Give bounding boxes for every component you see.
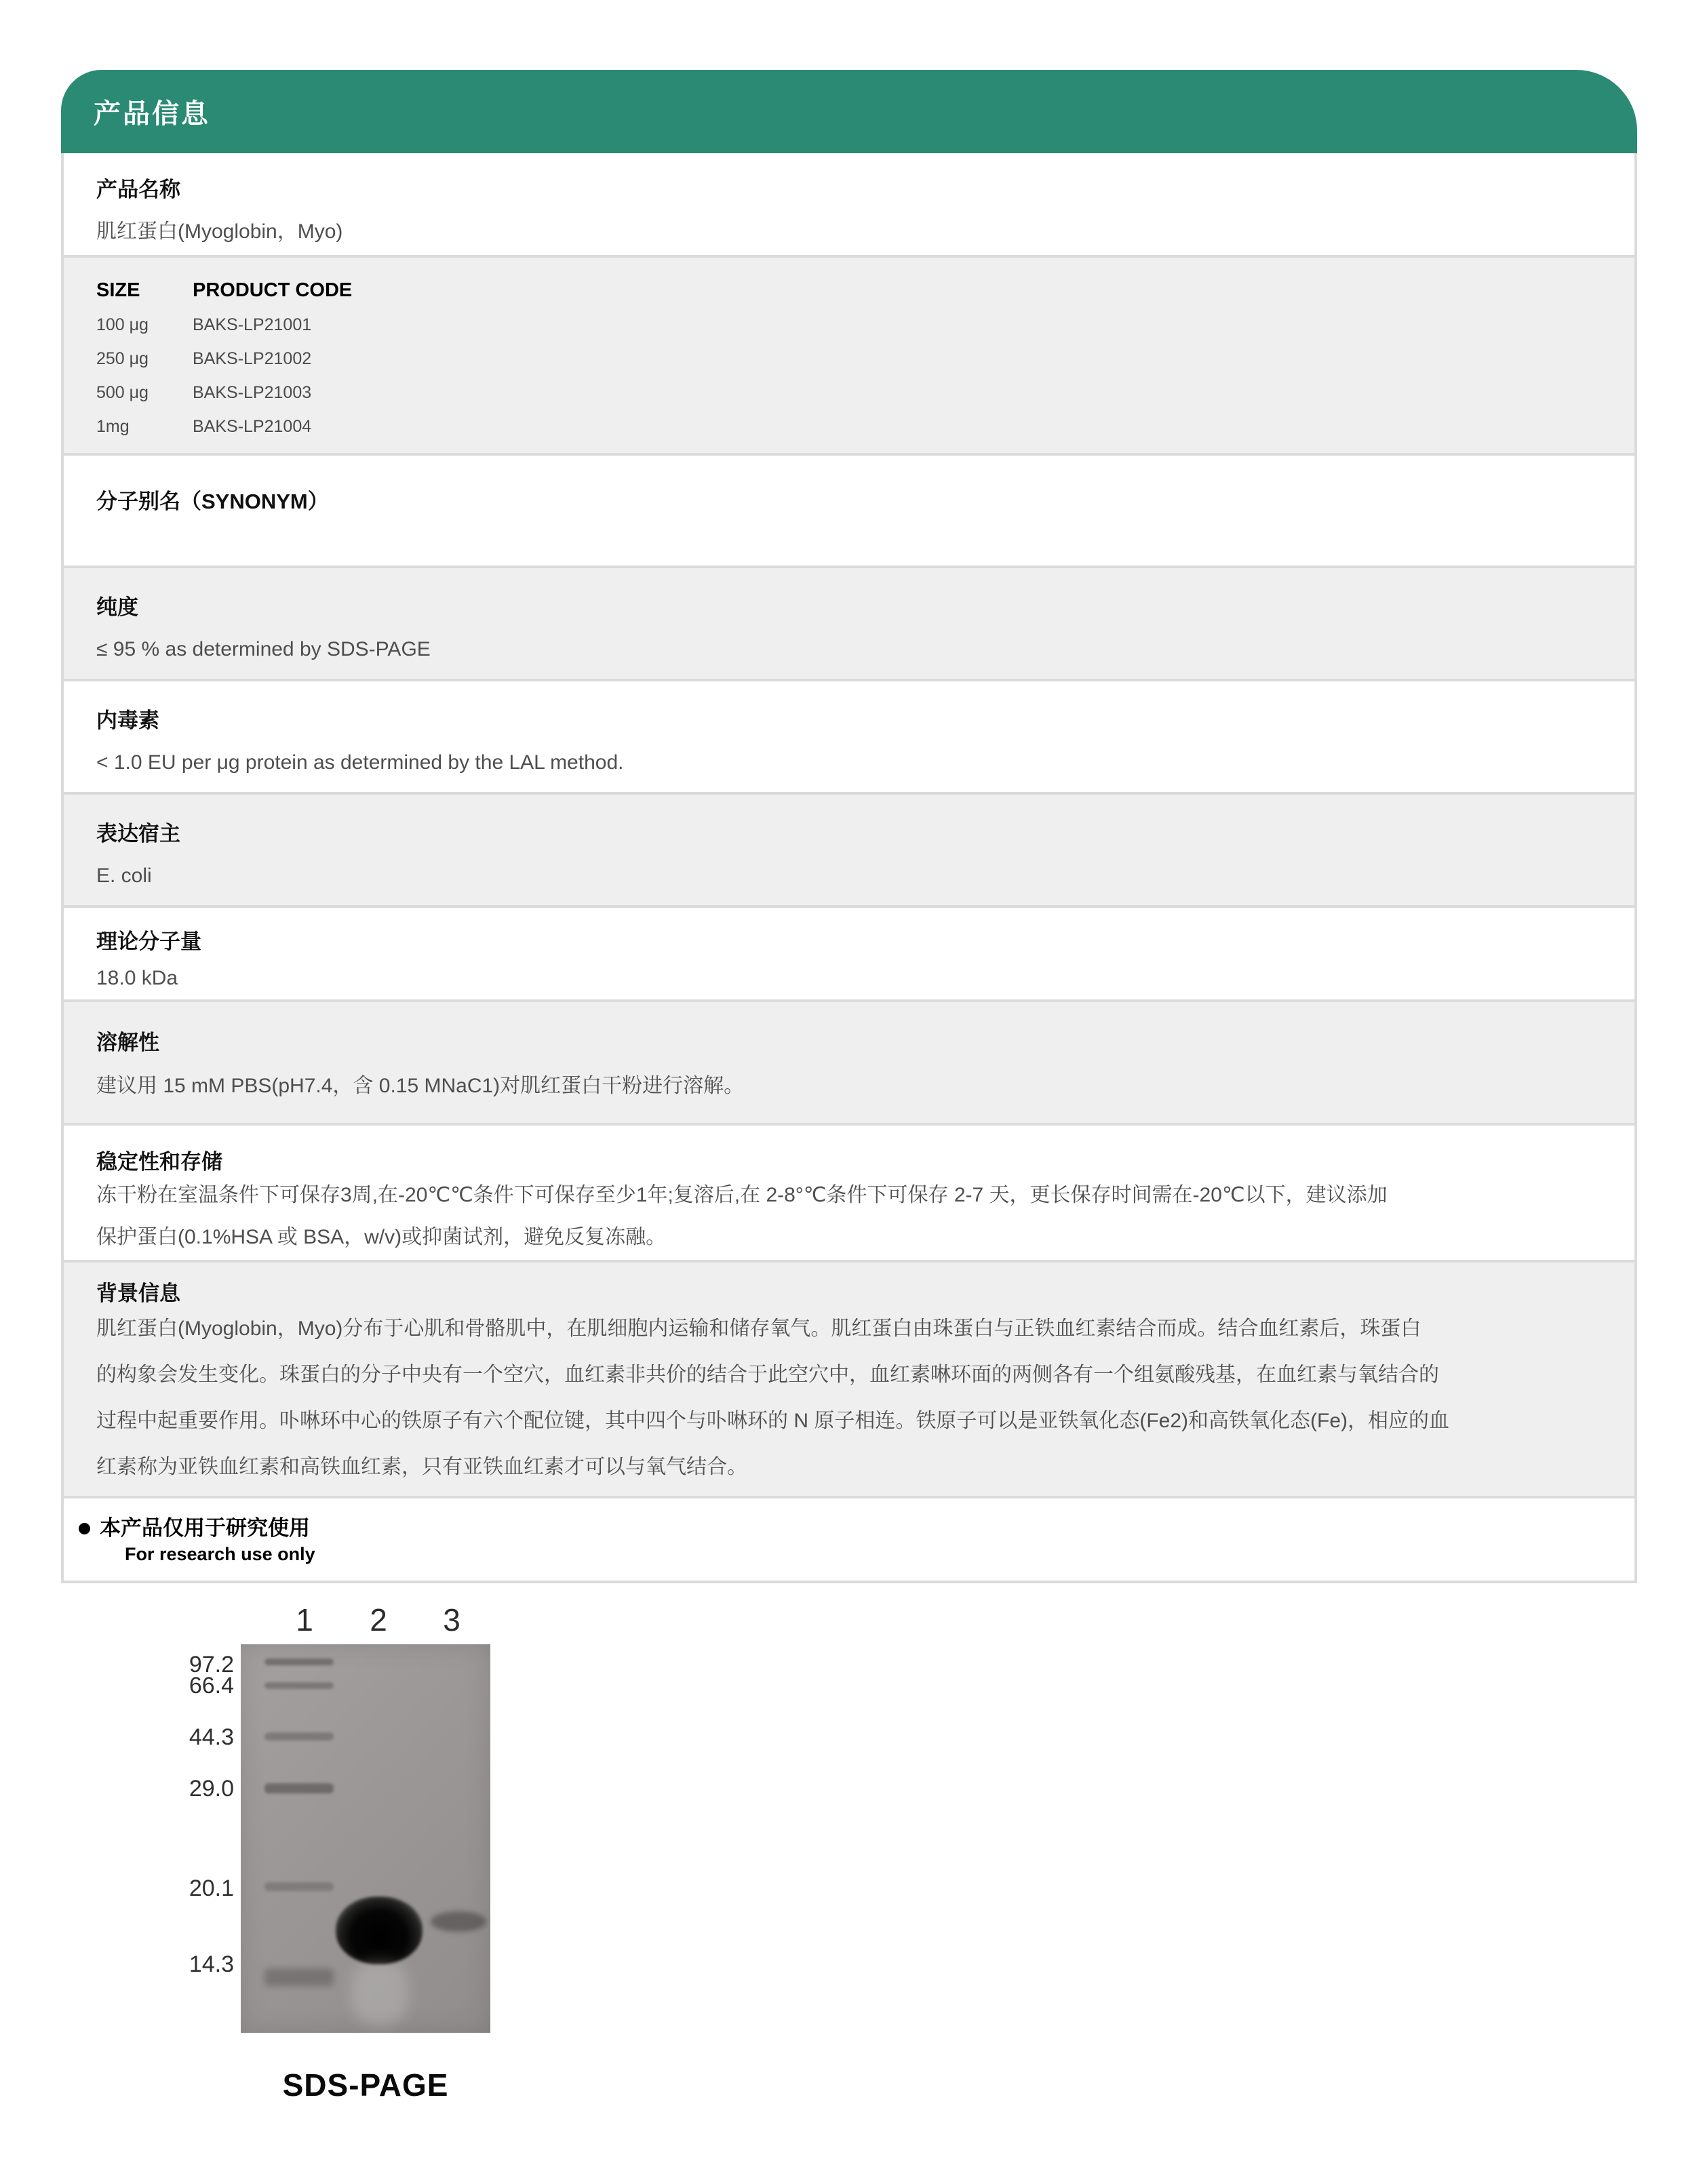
size-table-header-row bbox=[96, 279, 1602, 301]
ladder-band bbox=[264, 1783, 334, 1793]
ladder-band bbox=[264, 1732, 334, 1741]
section-synonym bbox=[61, 456, 1637, 568]
lane3-protein-band bbox=[431, 1911, 486, 1932]
table-row bbox=[96, 349, 1602, 369]
gel-marker-label: 44.3 bbox=[189, 1724, 234, 1750]
table-row bbox=[96, 416, 1602, 437]
solubility-label: 溶解性 bbox=[96, 1031, 159, 1054]
lane2-protein-band bbox=[336, 1897, 423, 1964]
background-text-line: 的构象会发生变化。珠蛋白的分子中央有一个空穴，血红素非共价的结合于此空穴中，血红素啉环面的两侧各有一个组氨酸残基，在血红素与氧结合的 bbox=[96, 1364, 1439, 1386]
section-size-table bbox=[61, 258, 1637, 456]
section-research-use-note bbox=[61, 1498, 1637, 1583]
background-text-line: 肌红蛋白(Myoglobin，Myo)分布于心肌和骨骼肌中，在肌细胞内运输和储存氧气。肌红蛋白由珠蛋白与正铁血红素结合而成。结合血红素后，珠蛋白 bbox=[96, 1317, 1421, 1340]
ladder-band bbox=[264, 1882, 334, 1891]
figure-caption: SDS-PAGE bbox=[282, 2067, 449, 2103]
section-stability bbox=[61, 1126, 1637, 1263]
product-code-cell: BAKS-LP21001 bbox=[193, 315, 312, 334]
gel-lane-label: 2 bbox=[370, 1602, 387, 1637]
size-cell: 500 μg bbox=[96, 383, 149, 402]
section-product-name bbox=[61, 153, 1637, 258]
product-code-cell: BAKS-LP21004 bbox=[193, 417, 312, 436]
research-use-note-cn-text: 本产品仅用于研究使用 bbox=[100, 1516, 310, 1540]
background-info-label: 背景信息 bbox=[96, 1282, 180, 1305]
lane2-smear bbox=[351, 1960, 408, 2025]
synonym-label: 分子别名（SYNONYM） bbox=[96, 490, 329, 513]
stability-text-line: 保护蛋白(0.1%HSA 或 BSA，w/v)或抑菌试剂，避免反复冻融。 bbox=[96, 1226, 667, 1248]
expression-host-value: E. coli bbox=[96, 865, 152, 887]
background-text-line: 红素称为亚铁血红素和高铁血红素，只有亚铁血红素才可以与氧气结合。 bbox=[96, 1456, 747, 1478]
product-code-cell: BAKS-LP21002 bbox=[193, 349, 312, 368]
stability-text-line: 冻干粉在室温条件下可保存3周,在-20℃℃条件下可保存至少1年;复溶后,在 2-8°℃条件下可保存 2-7 天，更长保存时间需在-20℃以下，建议添加 bbox=[96, 1184, 1388, 1206]
endotoxin-value: < 1.0 EU per μg protein as determined by the LAL method. bbox=[96, 751, 624, 774]
expression-host-label: 表达宿主 bbox=[96, 822, 180, 846]
research-use-note-cn bbox=[79, 1516, 1602, 1541]
purity-value: ≤ 95 % as determined by SDS-PAGE bbox=[96, 638, 431, 660]
gel-marker-label: 66.4 bbox=[189, 1673, 234, 1699]
product-name-label: 产品名称 bbox=[96, 178, 180, 201]
section-expression-host bbox=[61, 795, 1637, 908]
datasheet-container bbox=[61, 70, 1637, 1583]
gel-marker-label: 14.3 bbox=[189, 1951, 234, 1977]
product-code-cell: BAKS-LP21003 bbox=[193, 383, 312, 402]
size-cell: 1mg bbox=[96, 417, 130, 436]
gel-lane-label: 3 bbox=[443, 1602, 460, 1637]
size-cell: 250 μg bbox=[96, 349, 149, 368]
gel-marker-label: 20.1 bbox=[189, 1875, 234, 1901]
stability-label: 稳定性和存储 bbox=[96, 1150, 222, 1174]
endotoxin-label: 内毒素 bbox=[96, 709, 159, 732]
molecular-weight-label: 理论分子量 bbox=[96, 930, 201, 953]
size-cell: 100 μg bbox=[96, 315, 149, 334]
ladder-band bbox=[264, 1682, 334, 1689]
ladder-band bbox=[264, 1968, 334, 1986]
product-code-column-header: PRODUCT CODE bbox=[193, 279, 353, 301]
background-text-line: 过程中起重要作用。卟啉环中心的铁原子有六个配位键，其中四个与卟啉环的 N 原子相连。铁原子可以是亚铁氧化态(Fe2)和高铁氧化态(Fe)，相应的血 bbox=[96, 1410, 1449, 1432]
section-solubility bbox=[61, 1002, 1637, 1126]
section-purity bbox=[61, 568, 1637, 681]
gel-marker-label: 29.0 bbox=[189, 1776, 234, 1802]
section-background-info bbox=[61, 1263, 1637, 1498]
size-column-header: SIZE bbox=[96, 279, 140, 301]
research-use-note-en: For research use only bbox=[125, 1544, 315, 1564]
product-name-value: 肌红蛋白(Myoglobin，Myo) bbox=[96, 220, 343, 243]
header-bar bbox=[61, 70, 1637, 153]
solubility-value: 建议用 15 mM PBS(pH7.4，含 0.15 MNaC1)对肌红蛋白干粉进行溶解。 bbox=[96, 1075, 745, 1097]
gel-marker-label: 97.2 bbox=[189, 1652, 234, 1677]
gel-image bbox=[241, 1644, 490, 2033]
section-endotoxin bbox=[61, 681, 1637, 795]
page-title: 产品信息 bbox=[94, 99, 210, 129]
table-row bbox=[96, 315, 1602, 335]
ladder-band bbox=[264, 1659, 334, 1665]
molecular-weight-value: 18.0 kDa bbox=[96, 967, 178, 989]
table-row bbox=[96, 382, 1602, 403]
gel-lane-label: 1 bbox=[296, 1602, 313, 1637]
section-molecular-weight bbox=[61, 908, 1637, 1002]
bullet-icon bbox=[79, 1523, 90, 1534]
purity-label: 纯度 bbox=[96, 595, 138, 619]
